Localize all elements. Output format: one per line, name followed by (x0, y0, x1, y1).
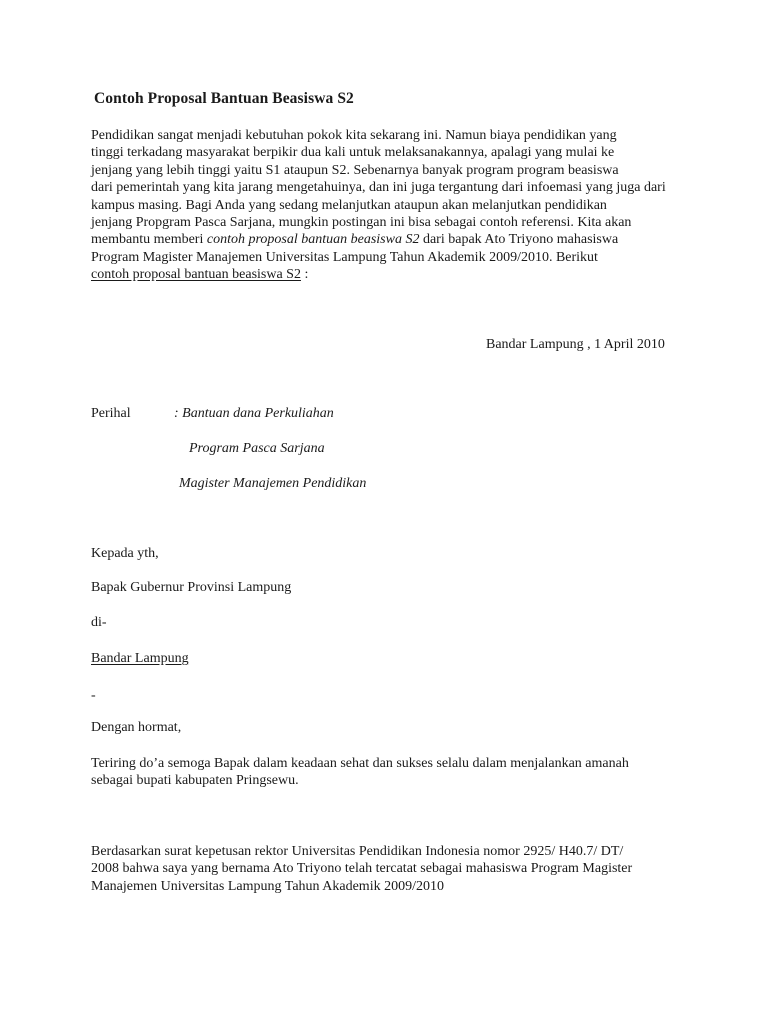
intro-line-text: membantu memberi (91, 232, 207, 248)
separator-dash: - (91, 688, 96, 703)
body-line: Manajemen Universitas Lampung Tahun Akademik 2009/2010 (91, 878, 444, 894)
perihal-subject (189, 441, 325, 457)
intro-line-text: : (300, 267, 309, 283)
wish-line: sebagai bupati kabupaten Pringsewu. (91, 773, 299, 789)
perihal-subject-text: Program Pasca Sarjana (189, 441, 325, 456)
intro-line: Program Magister Manajemen Universitas Lampung Tahun Akademik 2009/2010. Berikut (91, 249, 598, 265)
intro-line: Pendidikan sangat menjadi kebutuhan pokok kita sekarang ini. Namun biaya pendidikan yang (91, 128, 617, 143)
wish-line: Teriring do’a semoga Bapak dalam keadaan sehat dan sukses selalu dalam menjalankan amanah (91, 756, 629, 771)
recipient-salutation: Kepada yth, (91, 546, 159, 561)
recipient-city-text: Bandar Lampung (91, 651, 189, 666)
body-line: Berdasarkan surat kepetusan rektor Universitas Pendidikan Indonesia nomor 2925/ H40.7/ DT/ (91, 844, 624, 859)
letter-date: Bandar Lampung , 1 April 2010 (486, 337, 665, 352)
recipient-di: di- (91, 615, 107, 630)
intro-italic-phrase: contoh proposal bantuan beasiswa S2 (206, 232, 420, 248)
document-title: Contoh Proposal Bantuan Beasiswa S2 (94, 90, 354, 107)
intro-line: jenjang yang lebih tinggi yaitu S1 ataupun S2. Sebenarnya banyak program program beasiswa (91, 162, 619, 178)
perihal-subject (179, 476, 366, 492)
intro-line: kampus masing. Bagi Anda yang sedang melanjutkan ataupun akan melanjutkan pendidikan (91, 197, 607, 213)
perihal-subject (174, 406, 334, 422)
intro-paragraph (91, 127, 691, 284)
recipient-city (91, 651, 189, 667)
recipient-name: Bapak Gubernur Provinsi Lampung (91, 580, 292, 595)
intro-line (91, 266, 691, 283)
perihal-subject-text: : Bantuan dana Perkuliahan (174, 406, 334, 421)
intro-line: dari pemerintah yang kita jarang mengetahuinya, dan ini juga tergantung dari infoemasi yang juga dari (91, 180, 666, 196)
greeting: Dengan hormat, (91, 720, 182, 735)
intro-line: jenjang Propgram Pasca Sarjana, mungkin postingan ini bisa sebagai contoh referensi. Kita akan (91, 215, 632, 231)
body-paragraph (91, 843, 691, 895)
intro-line-text: dari bapak Ato Triyono mahasiswa (419, 232, 619, 248)
body-line: 2008 bahwa saya yang bernama Ato Triyono telah tercatat sebagai mahasiswa Program Magister (91, 861, 633, 877)
intro-line: tinggi terkadang masyarakat berpikir dua kali untuk melaksanakannya, apalagi yang mulai ke (91, 145, 615, 161)
proposal-link[interactable]: contoh proposal bantuan beasiswa S2 (91, 267, 301, 283)
perihal-subject-text: Magister Manajemen Pendidikan (179, 476, 367, 491)
perihal-label: Perihal (91, 406, 131, 421)
wish-paragraph (91, 755, 691, 790)
intro-line (91, 231, 691, 248)
